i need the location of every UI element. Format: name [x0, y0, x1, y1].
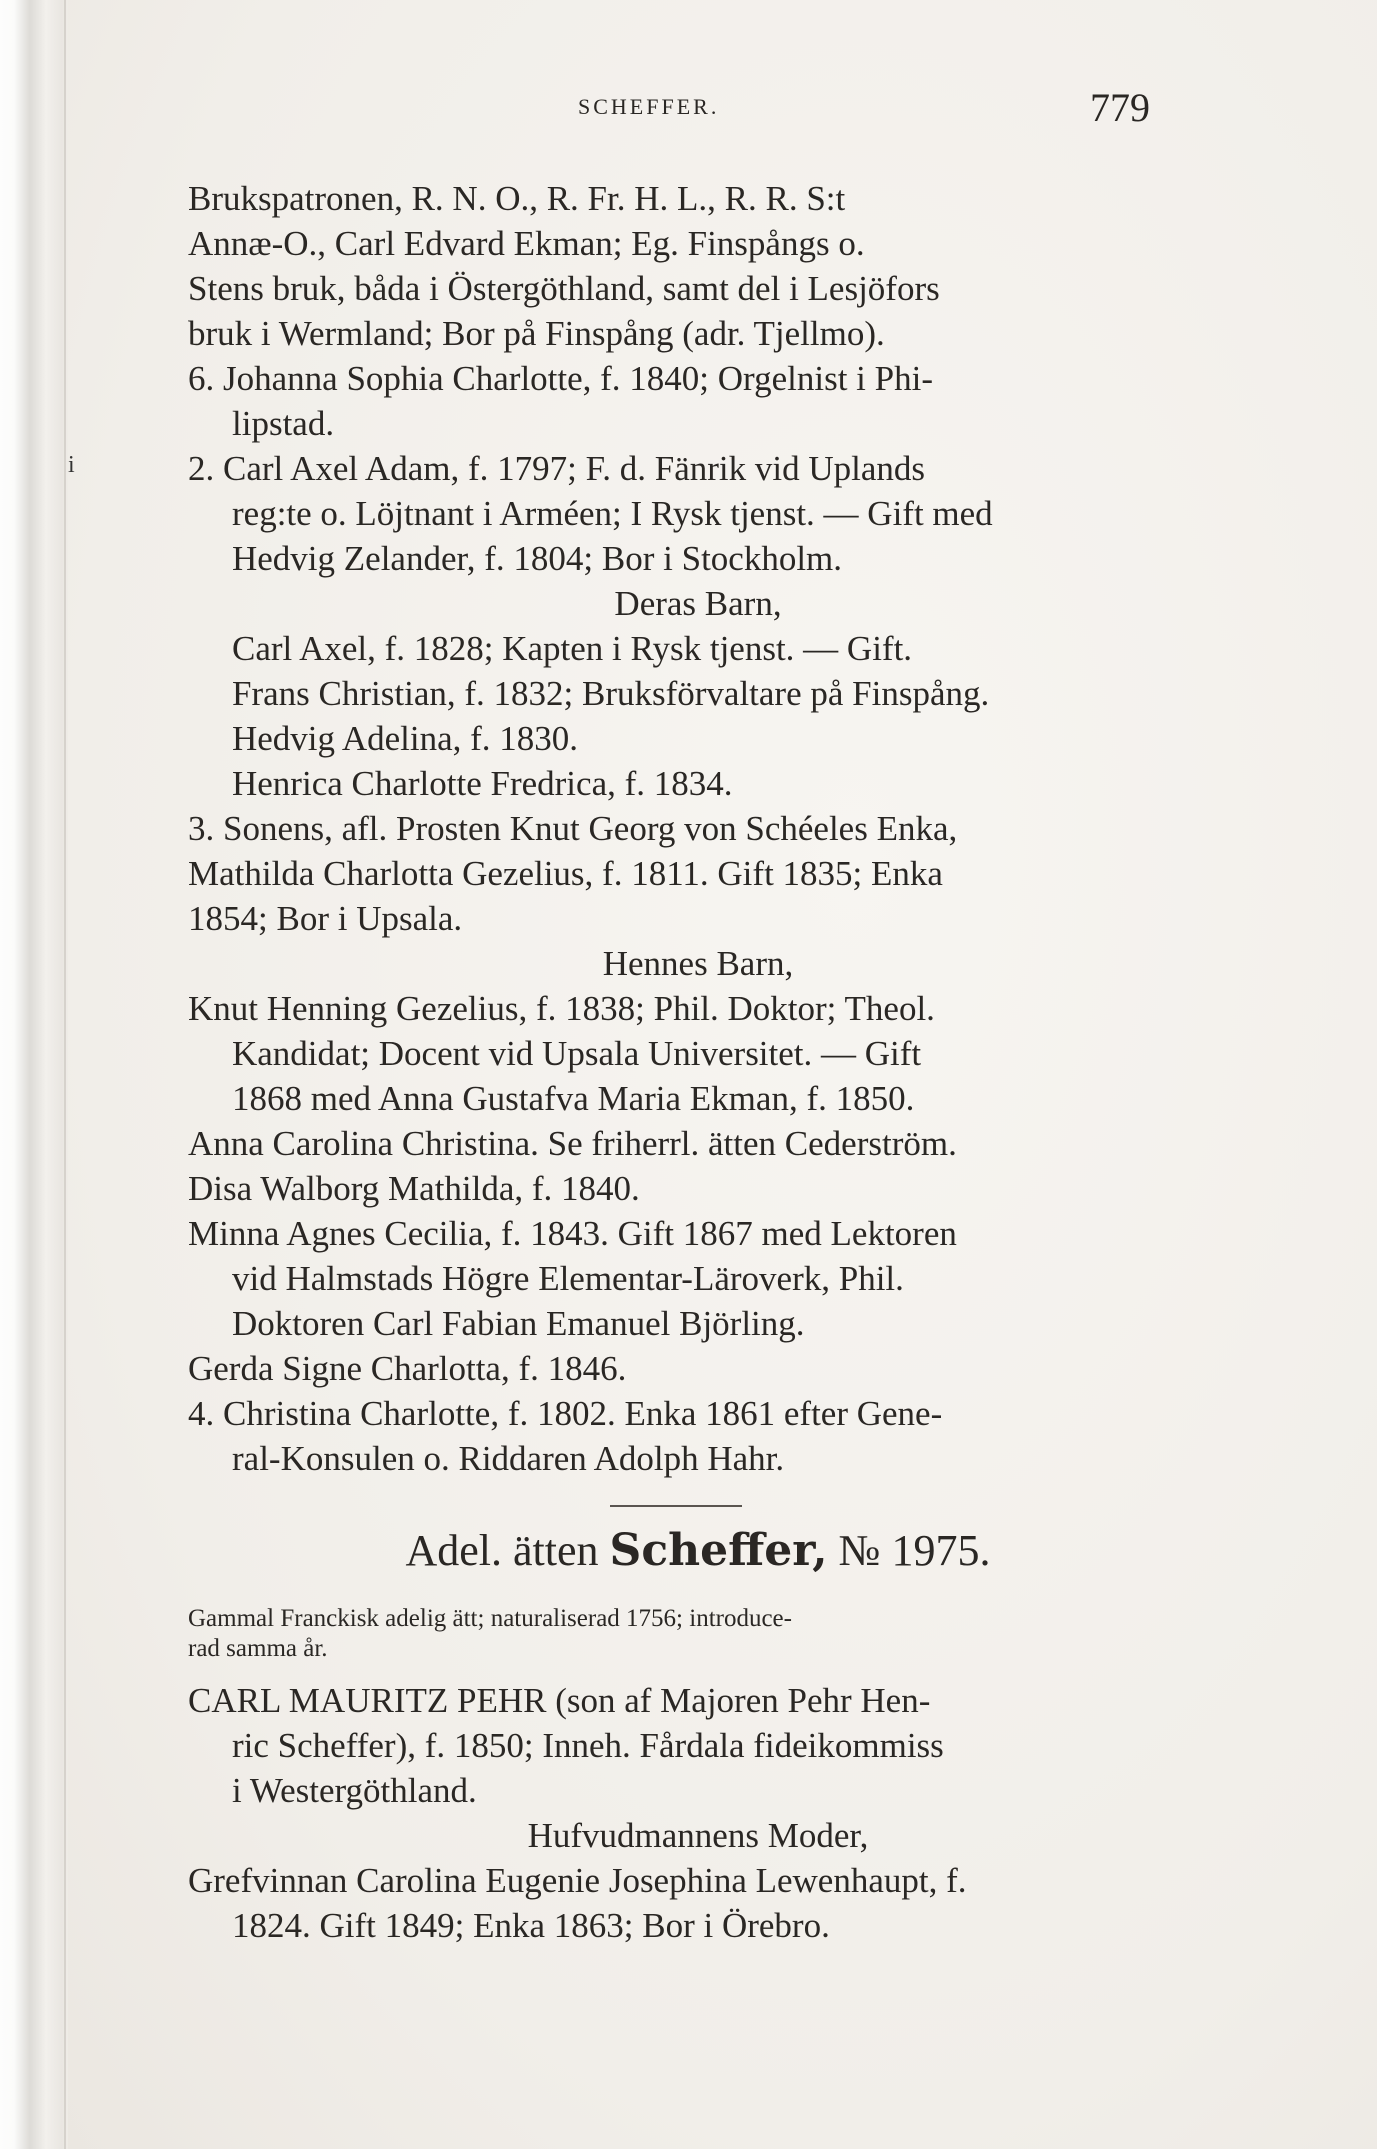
- text-line: bruk i Wermland; Bor på Finspång (adr. Tjellmo).: [188, 314, 885, 353]
- text-line: Grefvinnan Carolina Eugenie Josephina Lewenhaupt, f.: [188, 1861, 967, 1900]
- text-line: vid Halmstads Högre Elementar-Läroverk, Phil.: [232, 1259, 904, 1298]
- text-line: ral-Konsulen o. Riddaren Adolph Hahr.: [232, 1439, 785, 1478]
- text-line: Anna Carolina Christina. Se friherrl. ätten Cederström.: [188, 1124, 957, 1163]
- section-note: rad samma år.: [188, 1635, 328, 1662]
- text-line-heading: Deras Barn,: [614, 584, 782, 623]
- text-line: 4. Christina Charlotte, f. 1802. Enka 1861 efter Gene-: [188, 1394, 943, 1433]
- text-line: Hedvig Zelander, f. 1804; Bor i Stockholm.: [232, 539, 843, 578]
- text-line: Stens bruk, båda i Östergöthland, samt del i Lesjöfors: [188, 269, 940, 308]
- text-line: reg:te o. Löjtnant i Arméen; I Rysk tjenst. — Gift med: [232, 494, 993, 533]
- section-number: № 1975.: [838, 1526, 991, 1575]
- text-line: Mathilda Charlotta Gezelius, f. 1811. Gift 1835; Enka: [188, 854, 943, 893]
- text-line: Carl Axel, f. 1828; Kapten i Rysk tjenst. — Gift.: [232, 629, 913, 668]
- text-line: Brukspatronen, R. N. O., R. Fr. H. L., R. R. S:t: [188, 179, 846, 218]
- text-line: Disa Walborg Mathilda, f. 1840.: [188, 1169, 640, 1208]
- text-line-heading: Hennes Barn,: [602, 944, 794, 983]
- section-prefix: Adel. ätten: [405, 1526, 599, 1575]
- text-line: Henrica Charlotte Fredrica, f. 1834.: [232, 764, 733, 803]
- book-binding: [0, 0, 68, 2149]
- running-head: SCHEFFER.: [578, 94, 720, 119]
- text-line: Annæ-O., Carl Edvard Ekman; Eg. Finspångs o.: [188, 224, 865, 263]
- section-title: [188, 1522, 1208, 1580]
- text-line: Kandidat; Docent vid Upsala Universitet. — Gift: [232, 1034, 922, 1073]
- section-note: Gammal Franckisk adelig ätt; naturaliserad 1756; introduce-: [188, 1605, 792, 1632]
- text-line: 1868 med Anna Gustafva Maria Ekman, f. 1850.: [232, 1079, 915, 1118]
- text-line: 3. Sonens, afl. Prosten Knut Georg von Schéeles Enka,: [188, 809, 958, 848]
- text-line: 1854; Bor i Upsala.: [188, 899, 463, 938]
- page-number: 779: [1090, 85, 1150, 130]
- text-line: CARL MAURITZ PEHR (son af Majoren Pehr Hen-: [188, 1681, 931, 1720]
- text-line: Doktoren Carl Fabian Emanuel Björling.: [232, 1304, 805, 1343]
- text-line: 6. Johanna Sophia Charlotte, f. 1840; Orgelnist i Phi-: [188, 359, 933, 398]
- text-line: Gerda Signe Charlotta, f. 1846.: [188, 1349, 627, 1388]
- text-line: Frans Christian, f. 1832; Bruksförvaltare på Finspång.: [232, 674, 990, 713]
- text-line: 1824. Gift 1849; Enka 1863; Bor i Örebro.: [232, 1906, 830, 1945]
- margin-mark: i: [68, 452, 75, 478]
- text-line: 2. Carl Axel Adam, f. 1797; F. d. Fänrik vid Uplands: [188, 449, 926, 488]
- section-divider: [610, 1505, 742, 1507]
- text-line: Knut Henning Gezelius, f. 1838; Phil. Doktor; Theol.: [188, 989, 935, 1028]
- text-line: ric Scheffer), f. 1850; Inneh. Fårdala fideikommiss: [232, 1726, 944, 1765]
- section-family: Scheffer,: [609, 1525, 828, 1576]
- text-line-heading: Hufvudmannens Moder,: [527, 1816, 869, 1855]
- text-line: lipstad.: [232, 404, 335, 443]
- text-line: Minna Agnes Cecilia, f. 1843. Gift 1867 med Lektoren: [188, 1214, 957, 1253]
- text-line: Hedvig Adelina, f. 1830.: [232, 719, 579, 758]
- text-line: i Westergöthland.: [232, 1771, 477, 1810]
